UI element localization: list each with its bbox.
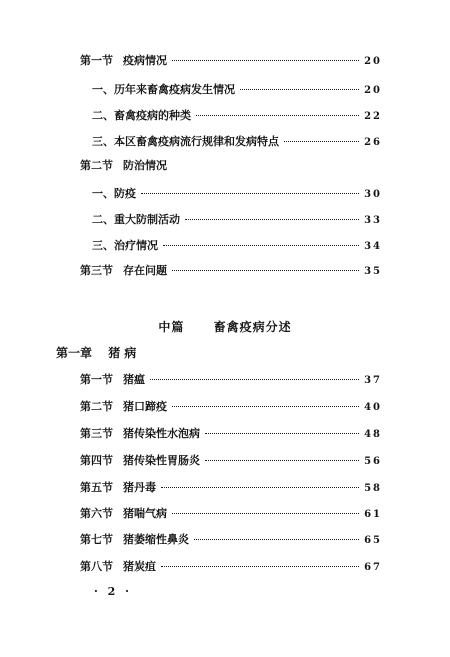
dot-leader bbox=[172, 270, 359, 271]
entry-title: 防治情况 bbox=[123, 159, 167, 172]
dot-leader bbox=[161, 566, 359, 567]
page-ref: 48 bbox=[364, 429, 382, 440]
section-label: 第四节 bbox=[80, 454, 113, 467]
section-label: 第六节 bbox=[80, 507, 113, 520]
entry-title: 一、历年来畜禽疫病发生情况 bbox=[92, 83, 235, 96]
toc-entry bbox=[80, 425, 382, 443]
toc-entry bbox=[80, 371, 382, 389]
toc-entry bbox=[92, 81, 382, 99]
chapter-title: 猪病 bbox=[108, 346, 141, 360]
entry-title: 存在问题 bbox=[123, 264, 167, 277]
page-ref: 61 bbox=[364, 509, 382, 520]
page-number: · 2 · bbox=[94, 585, 132, 598]
section-label: 第五节 bbox=[80, 481, 113, 494]
page-ref: 58 bbox=[364, 483, 382, 494]
toc-entry bbox=[80, 479, 382, 497]
section-label: 第一节 bbox=[80, 54, 113, 67]
entry-title: 猪萎缩性鼻炎 bbox=[123, 533, 189, 546]
entry-title: 二、畜禽疫病的种类 bbox=[92, 109, 191, 122]
part-title: 畜禽疫病分述 bbox=[213, 320, 292, 334]
page-ref: 22 bbox=[364, 111, 382, 122]
dot-leader bbox=[141, 193, 359, 194]
toc-entry bbox=[80, 262, 382, 280]
page-ref: 65 bbox=[364, 535, 382, 546]
dot-leader bbox=[172, 60, 359, 61]
dot-leader bbox=[161, 487, 359, 488]
section-label: 第二节 bbox=[80, 159, 113, 172]
chapter-label: 第一章 bbox=[56, 346, 93, 360]
page-ref: 40 bbox=[364, 402, 382, 413]
page-ref: 20 bbox=[364, 85, 382, 96]
dot-leader bbox=[150, 379, 359, 380]
dot-leader bbox=[185, 219, 359, 220]
section-label: 第二节 bbox=[80, 400, 113, 413]
dot-leader bbox=[196, 115, 359, 116]
page-ref: 56 bbox=[364, 456, 382, 467]
page-ref: 20 bbox=[364, 56, 382, 67]
entry-title: 猪喘气病 bbox=[123, 507, 167, 520]
toc-entry bbox=[92, 237, 382, 255]
entry-title: 猪炭疽 bbox=[123, 560, 156, 573]
toc-entry bbox=[80, 398, 382, 416]
entry-title: 猪丹毒 bbox=[123, 481, 156, 494]
section-label: 第七节 bbox=[80, 533, 113, 546]
page-ref: 67 bbox=[364, 562, 382, 573]
toc-entry bbox=[92, 107, 382, 125]
entry-title: 一、防疫 bbox=[92, 187, 136, 200]
toc-entry bbox=[80, 505, 382, 523]
toc-entry bbox=[80, 452, 382, 470]
toc-entry bbox=[80, 157, 382, 175]
section-label: 第三节 bbox=[80, 264, 113, 277]
entry-title: 猪传染性胃肠炎 bbox=[123, 454, 200, 467]
entry-title: 猪瘟 bbox=[123, 373, 145, 386]
toc-entry bbox=[92, 211, 382, 229]
dot-leader bbox=[284, 141, 359, 142]
toc-entry bbox=[80, 558, 382, 576]
dot-leader bbox=[172, 406, 359, 407]
part-label: 中篇 bbox=[158, 320, 185, 334]
entry-title: 二、重大防制活动 bbox=[92, 213, 180, 226]
page-ref: 33 bbox=[364, 215, 382, 226]
page-ref: 37 bbox=[364, 375, 382, 386]
dot-leader bbox=[205, 460, 359, 461]
dot-leader bbox=[205, 433, 359, 434]
entry-title: 猪传染性水泡病 bbox=[123, 427, 200, 440]
section-label: 第三节 bbox=[80, 427, 113, 440]
part-heading bbox=[0, 318, 450, 335]
toc-entry bbox=[92, 133, 382, 151]
page-ref: 35 bbox=[364, 266, 382, 277]
page-ref: 30 bbox=[364, 189, 382, 200]
dot-leader bbox=[240, 89, 359, 90]
entry-title: 三、治疗情况 bbox=[92, 239, 158, 252]
entry-title: 三、本区畜禽疫病流行规律和发病特点 bbox=[92, 135, 279, 148]
toc-entry bbox=[80, 52, 382, 70]
section-label: 第一节 bbox=[80, 373, 113, 386]
toc-entry bbox=[80, 531, 382, 549]
dot-leader bbox=[172, 513, 359, 514]
page-ref: 26 bbox=[364, 137, 382, 148]
entry-title: 猪口蹄疫 bbox=[123, 400, 167, 413]
page-ref: 34 bbox=[364, 241, 382, 252]
section-label: 第八节 bbox=[80, 560, 113, 573]
dot-leader bbox=[163, 245, 359, 246]
toc-entry bbox=[92, 185, 382, 203]
chapter-heading bbox=[56, 344, 140, 361]
entry-title: 疫病情况 bbox=[123, 54, 167, 67]
dot-leader bbox=[194, 539, 359, 540]
